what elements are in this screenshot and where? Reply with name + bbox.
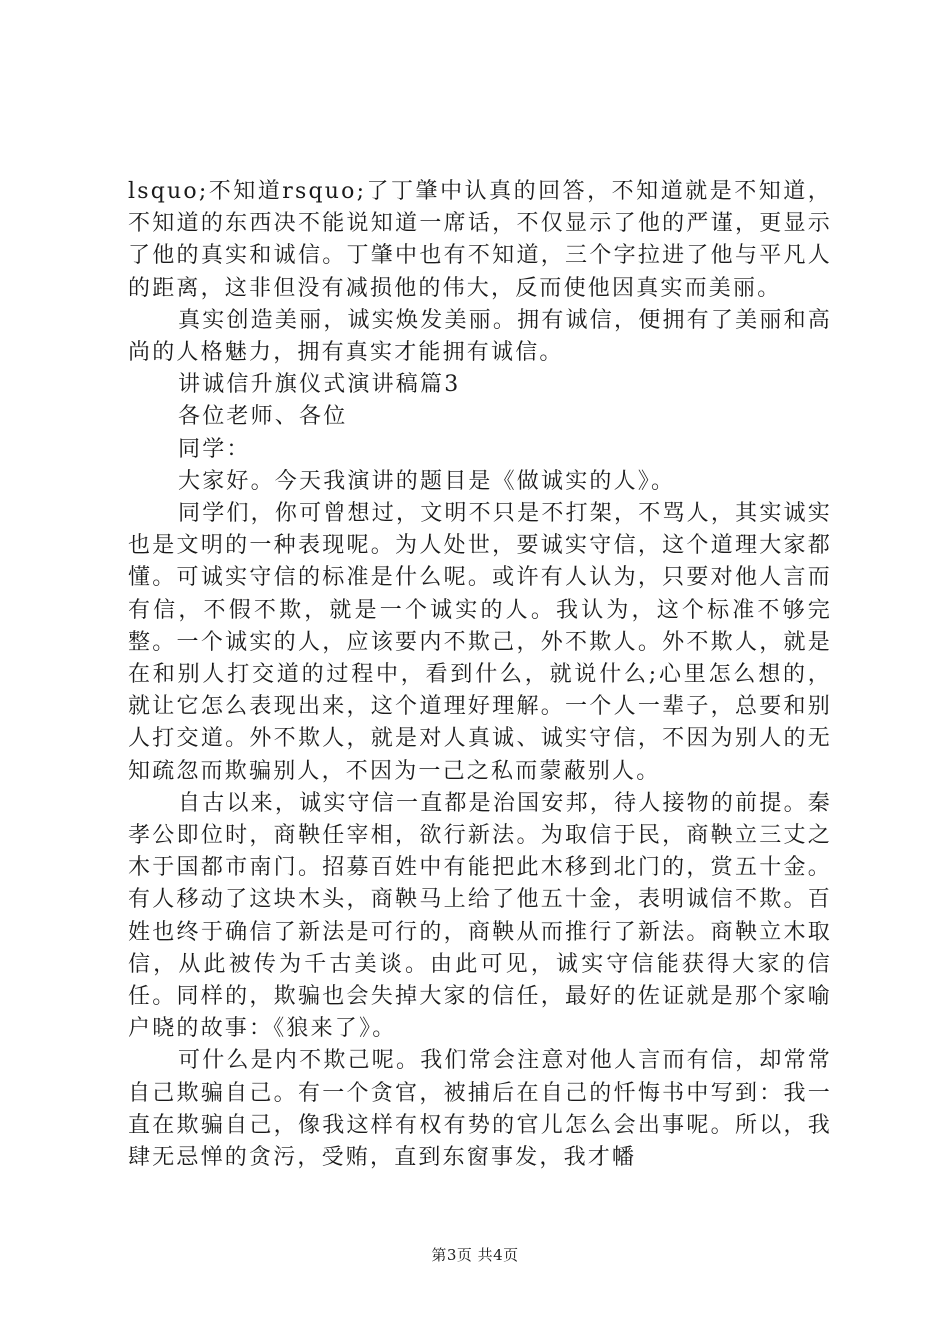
- paragraph-5: 可什么是内不欺己呢。我们常会注意对他人言而有信，却常常自己欺骗自己。有一个贪官，被捕后在自己的忏悔书中写到：我一直在欺骗自己，像我这样有权有势的官儿怎么会出事呢。所以，我肆无忌惮的贪污，受贿，直到东窗事发，我才幡: [128, 1048, 832, 1171]
- paragraph-1: lsquo;不知道rsquo;了丁肇中认真的回答，不知道就是不知道，不知道的东西决不能说知道一席话，不仅显示了他的严谨，更显示了他的真实和诚信。丁肇中也有不知道，三个字拉进了他与平凡人的距离，这非但没有减损他的伟大，反而使他因真实而美丽。: [128, 179, 832, 301]
- paragraph-4: 自古以来，诚实守信一直都是治国安邦，待人接物的前提。秦孝公即位时，商鞅任宰相，欲行新法。为取信于民，商鞅立三丈之木于国都市南门。招募百姓中有能把此木移到北门的，赏五十金。有人移动了这块木头，商鞅马上给了他五十金，表明诚信不欺。百姓也终于确信了新法是可行的，商鞅从而推行了新法。商鞅立木取信，从此被传为千古美谈。由此可见，诚实守信能获得大家的信任。同样的，欺骗也会失掉大家的信任，最好的佐证就是那个家喻户晓的故事：《狼来了》。: [128, 790, 832, 1042]
- salutation-line-1: 各位老师、各位: [178, 404, 348, 430]
- section-title: 讲诚信升旗仪式演讲稿篇3: [178, 372, 461, 398]
- paragraph-2: 真实创造美丽，诚实焕发美丽。拥有诚信，便拥有了美丽和高尚的人格魅力，拥有真实才能拥有诚信。: [128, 307, 832, 366]
- paragraph-3: 同学们，你可曾想过，文明不只是不打架，不骂人，其实诚实也是文明的一种表现呢。为人处世，要诚实守信，这个道理大家都懂。可诚实守信的标准是什么呢。或许有人认为，只要对他人言而有信，不假不欺，就是一个诚实的人。我认为，这个标准不够完整。一个诚实的人，应该要内不欺己，外不欺人。外不欺人，就是在和别人打交道的过程中，看到什么，就说什么;心里怎么想的，就让它怎么表现出来，这个道理好理解。一个人一辈子，总要和别人打交道。外不欺人，就是对人真诚、诚实守信，不因为别人的无知疏忽而欺骗别人，不因为一己之私而蒙蔽别人。: [128, 501, 832, 784]
- document-body: [128, 176, 832, 1174]
- greeting-line: 大家好。今天我演讲的题目是《做诚实的人》。: [178, 468, 676, 494]
- salutation-line-2: 同学：: [178, 436, 251, 462]
- page-number-footer: 第3页 共4页: [431, 1246, 519, 1264]
